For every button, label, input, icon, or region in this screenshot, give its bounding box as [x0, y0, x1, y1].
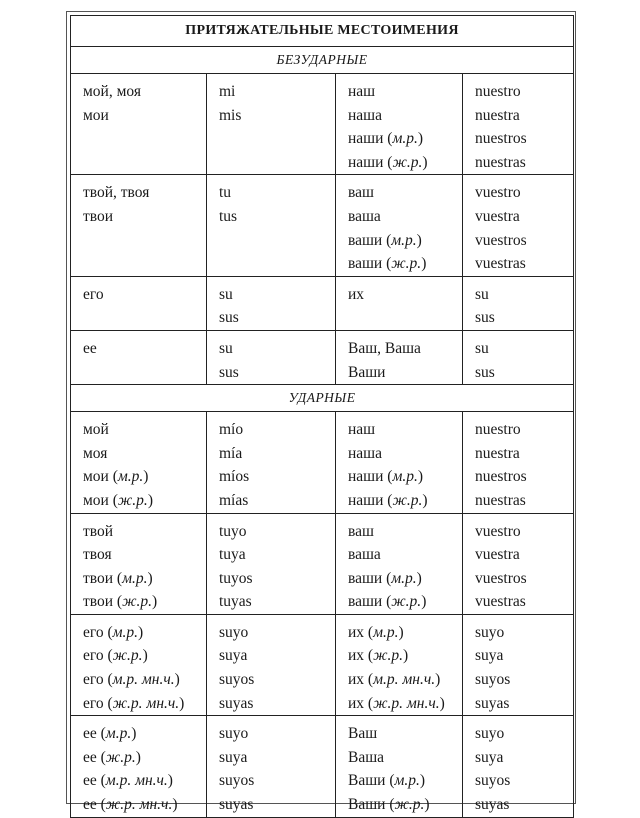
table-cell-spanish-col: [463, 330, 574, 384]
cell-line: мои (м.р.): [83, 468, 149, 486]
cell-line: ваши (ж.р.): [348, 593, 427, 611]
grammar-abbreviation: м.р.: [392, 130, 418, 148]
cell-line: mis: [219, 106, 242, 124]
grammar-abbreviation: ж.р.: [392, 491, 423, 509]
cell-line: его (ж.р. мн.ч.): [83, 694, 185, 712]
cell-line: ваш: [348, 522, 374, 540]
cell-line: su: [219, 285, 233, 303]
cell-line: sus: [475, 363, 495, 381]
grammar-abbreviation: ж.р.: [394, 796, 425, 814]
section-header-row: [71, 47, 574, 74]
cell-line: suyas: [475, 694, 510, 712]
cell-line: Ваш: [348, 725, 378, 743]
table-cell-russian-col: [71, 330, 207, 384]
cell-line: suyos: [475, 671, 511, 689]
grammar-abbreviation: м.р.: [394, 772, 420, 790]
cell-line: ее (ж.р.): [83, 748, 141, 766]
cell-line: mi: [219, 83, 236, 100]
grammar-abbreviation: м.р.: [392, 468, 418, 486]
cell-line: его (м.р. мн.ч.): [83, 671, 180, 689]
table-cell-spanish-col: [463, 513, 574, 614]
cell-line: vuestros: [475, 569, 527, 587]
cell-line: мой, моя: [83, 83, 141, 100]
cell-line: их (м.р.): [348, 623, 404, 641]
cell-line: их (ж.р.): [348, 647, 409, 665]
section-header: БЕЗУДАРНЫЕ: [71, 47, 574, 74]
cell-line: наши (м.р.): [348, 130, 424, 148]
cell-line: mío: [219, 421, 244, 439]
cell-line: Ваша: [348, 748, 385, 766]
cell-line: tuyo: [219, 522, 247, 540]
table-row: [71, 513, 574, 614]
cell-line: ее (ж.р. мн.ч.): [83, 796, 178, 814]
table-cell-russian-col: [71, 276, 207, 330]
table-cell-russian-col: [71, 412, 207, 513]
cell-line: vuestra: [475, 546, 520, 564]
table-cell-russian-col: [336, 412, 463, 513]
table-cell-russian-col: [336, 74, 463, 175]
cell-line: его: [83, 285, 104, 303]
cell-line: ваши (м.р.): [348, 569, 422, 587]
section-header-row: [71, 385, 574, 412]
cell-line: mías: [219, 491, 249, 509]
table-cell-russian-col: [71, 614, 207, 715]
cell-line: ее (м.р. мн.ч.): [83, 772, 173, 790]
cell-line: наш: [348, 83, 376, 100]
cell-line: их (ж.р. мн.ч.): [348, 694, 445, 712]
cell-line: sus: [475, 309, 495, 327]
table-row: [71, 716, 574, 817]
cell-line: ваши (ж.р.): [348, 255, 427, 273]
table-row: [71, 412, 574, 513]
grammar-abbreviation: ж.р.: [392, 153, 423, 171]
table-cell-russian-col: [336, 175, 463, 276]
cell-line: nuestra: [475, 444, 520, 462]
cell-line: ваш: [348, 184, 374, 202]
cell-line: suyas: [475, 796, 510, 814]
cell-line: nuestras: [475, 153, 526, 171]
cell-line: suyos: [219, 671, 255, 689]
cell-line: suya: [475, 748, 504, 766]
cell-line: sus: [219, 309, 239, 327]
cell-line: suyo: [475, 623, 505, 641]
cell-line: наша: [348, 106, 382, 124]
cell-line: nuestro: [475, 421, 521, 439]
grammar-abbreviation: м.р. мн.ч.: [112, 671, 175, 689]
cell-line: его (м.р.): [83, 623, 144, 641]
table-body: [71, 16, 574, 818]
cell-line: наши (ж.р.): [348, 153, 428, 171]
cell-line: tuyas: [219, 593, 252, 611]
cell-line: их: [348, 285, 365, 303]
cell-line: tuya: [219, 546, 246, 564]
table-row: [71, 74, 574, 175]
grammar-abbreviation: ж.р.: [112, 647, 143, 665]
title-row: [71, 16, 574, 47]
cell-line: их (м.р. мн.ч.): [348, 671, 441, 689]
table-cell-spanish-col: [207, 175, 336, 276]
cell-line: Ваши: [348, 363, 386, 381]
table-cell-spanish-col: [463, 412, 574, 513]
grammar-abbreviation: м.р. мн.ч.: [373, 671, 436, 689]
table-cell-russian-col: [71, 175, 207, 276]
cell-line: твой, твоя: [83, 184, 150, 202]
cell-line: ее (м.р.): [83, 725, 137, 743]
cell-line: suya: [219, 647, 248, 665]
grammar-abbreviation: ж.р. мн.ч.: [112, 694, 180, 712]
cell-line: Ваш, Ваша: [348, 339, 421, 357]
grammar-abbreviation: ж.р.: [391, 255, 422, 273]
cell-line: tuyos: [219, 569, 253, 587]
cell-line: наши (ж.р.): [348, 491, 428, 509]
table-cell-spanish-col: [463, 614, 574, 715]
table-row: [71, 276, 574, 330]
table-cell-russian-col: [336, 513, 463, 614]
cell-line: Ваши (м.р.): [348, 772, 426, 790]
grammar-abbreviation: м.р.: [117, 468, 144, 486]
cell-line: nuestra: [475, 106, 520, 124]
grammar-abbreviation: ж.р. мн.ч.: [373, 694, 440, 712]
cell-line: Ваши (ж.р.): [348, 796, 430, 814]
cell-line: vuestra: [475, 207, 520, 225]
cell-line: твои (м.р.): [83, 569, 153, 587]
cell-line: nuestro: [475, 83, 521, 100]
table-cell-russian-col: [71, 74, 207, 175]
cell-line: твоя: [83, 546, 112, 564]
cell-line: наши (м.р.): [348, 468, 424, 486]
cell-line: твой: [83, 522, 114, 540]
cell-line: suyo: [219, 725, 249, 743]
grammar-abbreviation: м.р.: [391, 231, 417, 249]
cell-line: твои (ж.р.): [83, 593, 158, 611]
cell-line: míos: [219, 468, 250, 486]
cell-line: vuestros: [475, 231, 527, 249]
possessive-pronouns-table: [70, 15, 574, 818]
cell-line: suyo: [219, 623, 249, 641]
cell-line: nuestros: [475, 130, 527, 148]
grammar-abbreviation: ж.р.: [117, 491, 148, 509]
cell-line: мои (ж.р.): [83, 491, 153, 509]
cell-line: suyos: [475, 772, 511, 790]
cell-line: su: [475, 285, 489, 303]
cell-line: suyas: [219, 796, 254, 814]
cell-line: su: [219, 339, 233, 357]
table-cell-spanish-col: [207, 330, 336, 384]
cell-line: vuestro: [475, 184, 521, 202]
grammar-abbreviation: м.р.: [373, 623, 399, 641]
table-cell-spanish-col: [207, 614, 336, 715]
cell-line: suyos: [219, 772, 255, 790]
cell-line: vuestras: [475, 593, 526, 611]
cell-line: suya: [219, 748, 248, 766]
table-cell-russian-col: [71, 716, 207, 817]
cell-line: ваша: [348, 207, 381, 225]
grammar-abbreviation: м.р. мн.ч.: [105, 772, 168, 790]
cell-line: su: [475, 339, 489, 357]
table-title: ПРИТЯЖАТЕЛЬНЫЕ МЕСТОИМЕНИЯ: [71, 16, 574, 47]
table-row: [71, 614, 574, 715]
grammar-abbreviation: м.р.: [391, 569, 417, 587]
cell-line: мой: [83, 421, 109, 439]
cell-line: его (ж.р.): [83, 647, 148, 665]
table-cell-spanish-col: [463, 276, 574, 330]
cell-line: tu: [219, 184, 232, 202]
grammar-abbreviation: м.р.: [112, 623, 139, 641]
cell-line: vuestras: [475, 255, 526, 273]
table-cell-russian-col: [71, 513, 207, 614]
table-cell-spanish-col: [207, 74, 336, 175]
cell-line: ваша: [348, 546, 381, 564]
cell-line: nuestras: [475, 491, 526, 509]
table-cell-spanish-col: [207, 276, 336, 330]
grammar-abbreviation: ж.р.: [373, 647, 404, 665]
section-header: УДАРНЫЕ: [71, 385, 574, 412]
grammar-abbreviation: м.р.: [122, 569, 148, 587]
table-cell-spanish-col: [207, 412, 336, 513]
cell-line: мои: [83, 106, 109, 124]
table-cell-spanish-col: [463, 716, 574, 817]
table-row: [71, 330, 574, 384]
table-cell-spanish-col: [207, 513, 336, 614]
cell-line: tus: [219, 207, 238, 225]
cell-line: suya: [475, 647, 504, 665]
cell-line: suyo: [475, 725, 505, 743]
table-cell-spanish-col: [463, 74, 574, 175]
table-cell-russian-col: [336, 716, 463, 817]
cell-line: моя: [83, 444, 108, 462]
table-cell-russian-col: [336, 614, 463, 715]
cell-line: ваши (м.р.): [348, 231, 422, 249]
cell-line: vuestro: [475, 522, 521, 540]
cell-line: наша: [348, 444, 382, 462]
table-cell-spanish-col: [463, 175, 574, 276]
cell-line: suyas: [219, 694, 254, 712]
grammar-abbreviation: ж.р.: [105, 748, 136, 766]
table-cell-russian-col: [336, 330, 463, 384]
grammar-abbreviation: ж.р.: [391, 593, 422, 611]
grammar-abbreviation: м.р.: [105, 725, 132, 743]
table-cell-russian-col: [336, 276, 463, 330]
cell-line: твои: [83, 207, 114, 225]
cell-line: mía: [219, 444, 243, 462]
grammar-abbreviation: ж.р. мн.ч.: [105, 796, 173, 814]
cell-line: ее: [83, 339, 97, 357]
table-cell-spanish-col: [207, 716, 336, 817]
table-row: [71, 175, 574, 276]
grammar-abbreviation: ж.р.: [122, 593, 152, 611]
cell-line: наш: [348, 421, 376, 439]
cell-line: nuestros: [475, 468, 527, 486]
cell-line: sus: [219, 363, 239, 381]
